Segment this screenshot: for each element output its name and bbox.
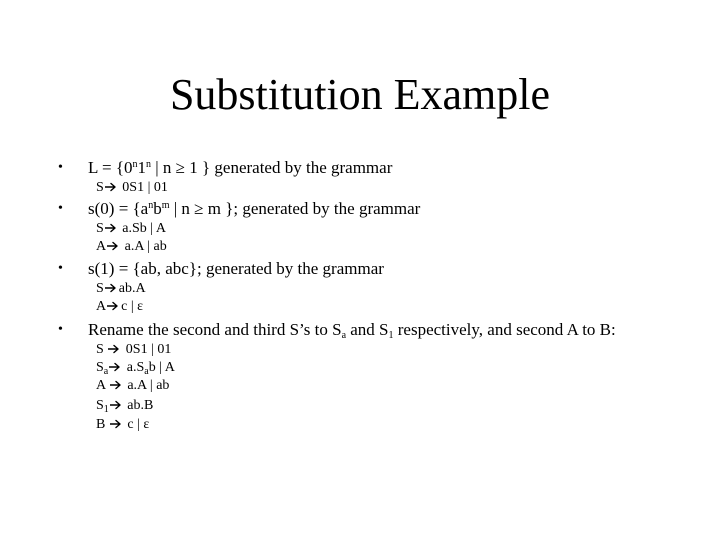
production-line: A a.A | ab bbox=[96, 378, 170, 393]
production-line: A a.A | ab bbox=[96, 239, 167, 254]
bullet: • bbox=[58, 201, 63, 216]
right-arrow-icon bbox=[107, 241, 119, 251]
right-arrow-icon bbox=[108, 344, 120, 354]
production-line: S 0S1 | 01 bbox=[96, 342, 172, 357]
bullet-text-s1: s(1) = {ab, abc}; generated by the grammar bbox=[88, 259, 384, 278]
bullet: • bbox=[58, 322, 63, 337]
right-arrow-icon bbox=[107, 301, 119, 311]
production-line: $S_1$ ab.B bbox=[96, 398, 154, 415]
bullet-text-language-l: $L = \{0^n1^n$ | n ≥ 1 } generated by the grammar bbox=[88, 158, 393, 177]
production-line: S a.Sb | A bbox=[96, 221, 166, 236]
right-arrow-icon bbox=[110, 380, 122, 390]
production-line: A c | ε bbox=[96, 299, 144, 314]
right-arrow-icon bbox=[105, 223, 117, 233]
right-arrow-icon bbox=[105, 283, 117, 293]
production-line: S 0S1 | 01 bbox=[96, 180, 168, 195]
production-line: B c | ε bbox=[96, 417, 150, 432]
slide-title: Substitution Example bbox=[169, 70, 551, 119]
bullet: • bbox=[58, 160, 63, 175]
right-arrow-icon bbox=[109, 362, 121, 372]
right-arrow-icon bbox=[105, 182, 117, 192]
bullet: • bbox=[58, 261, 63, 276]
production-line: $S_a$ $a.S_ab$ | A bbox=[96, 360, 175, 377]
right-arrow-icon bbox=[110, 400, 122, 410]
production-line: S ab.A bbox=[96, 281, 146, 296]
right-arrow-icon bbox=[110, 419, 122, 429]
bullet-text-rename: Rename the second and third S’s to $S_a$ and $S_1$ respectively, and second A to B: bbox=[88, 320, 616, 341]
bullet-text-s0: $s(0) = \{a^nb^m$ | n ≥ m }; generated by the grammar bbox=[88, 199, 421, 218]
